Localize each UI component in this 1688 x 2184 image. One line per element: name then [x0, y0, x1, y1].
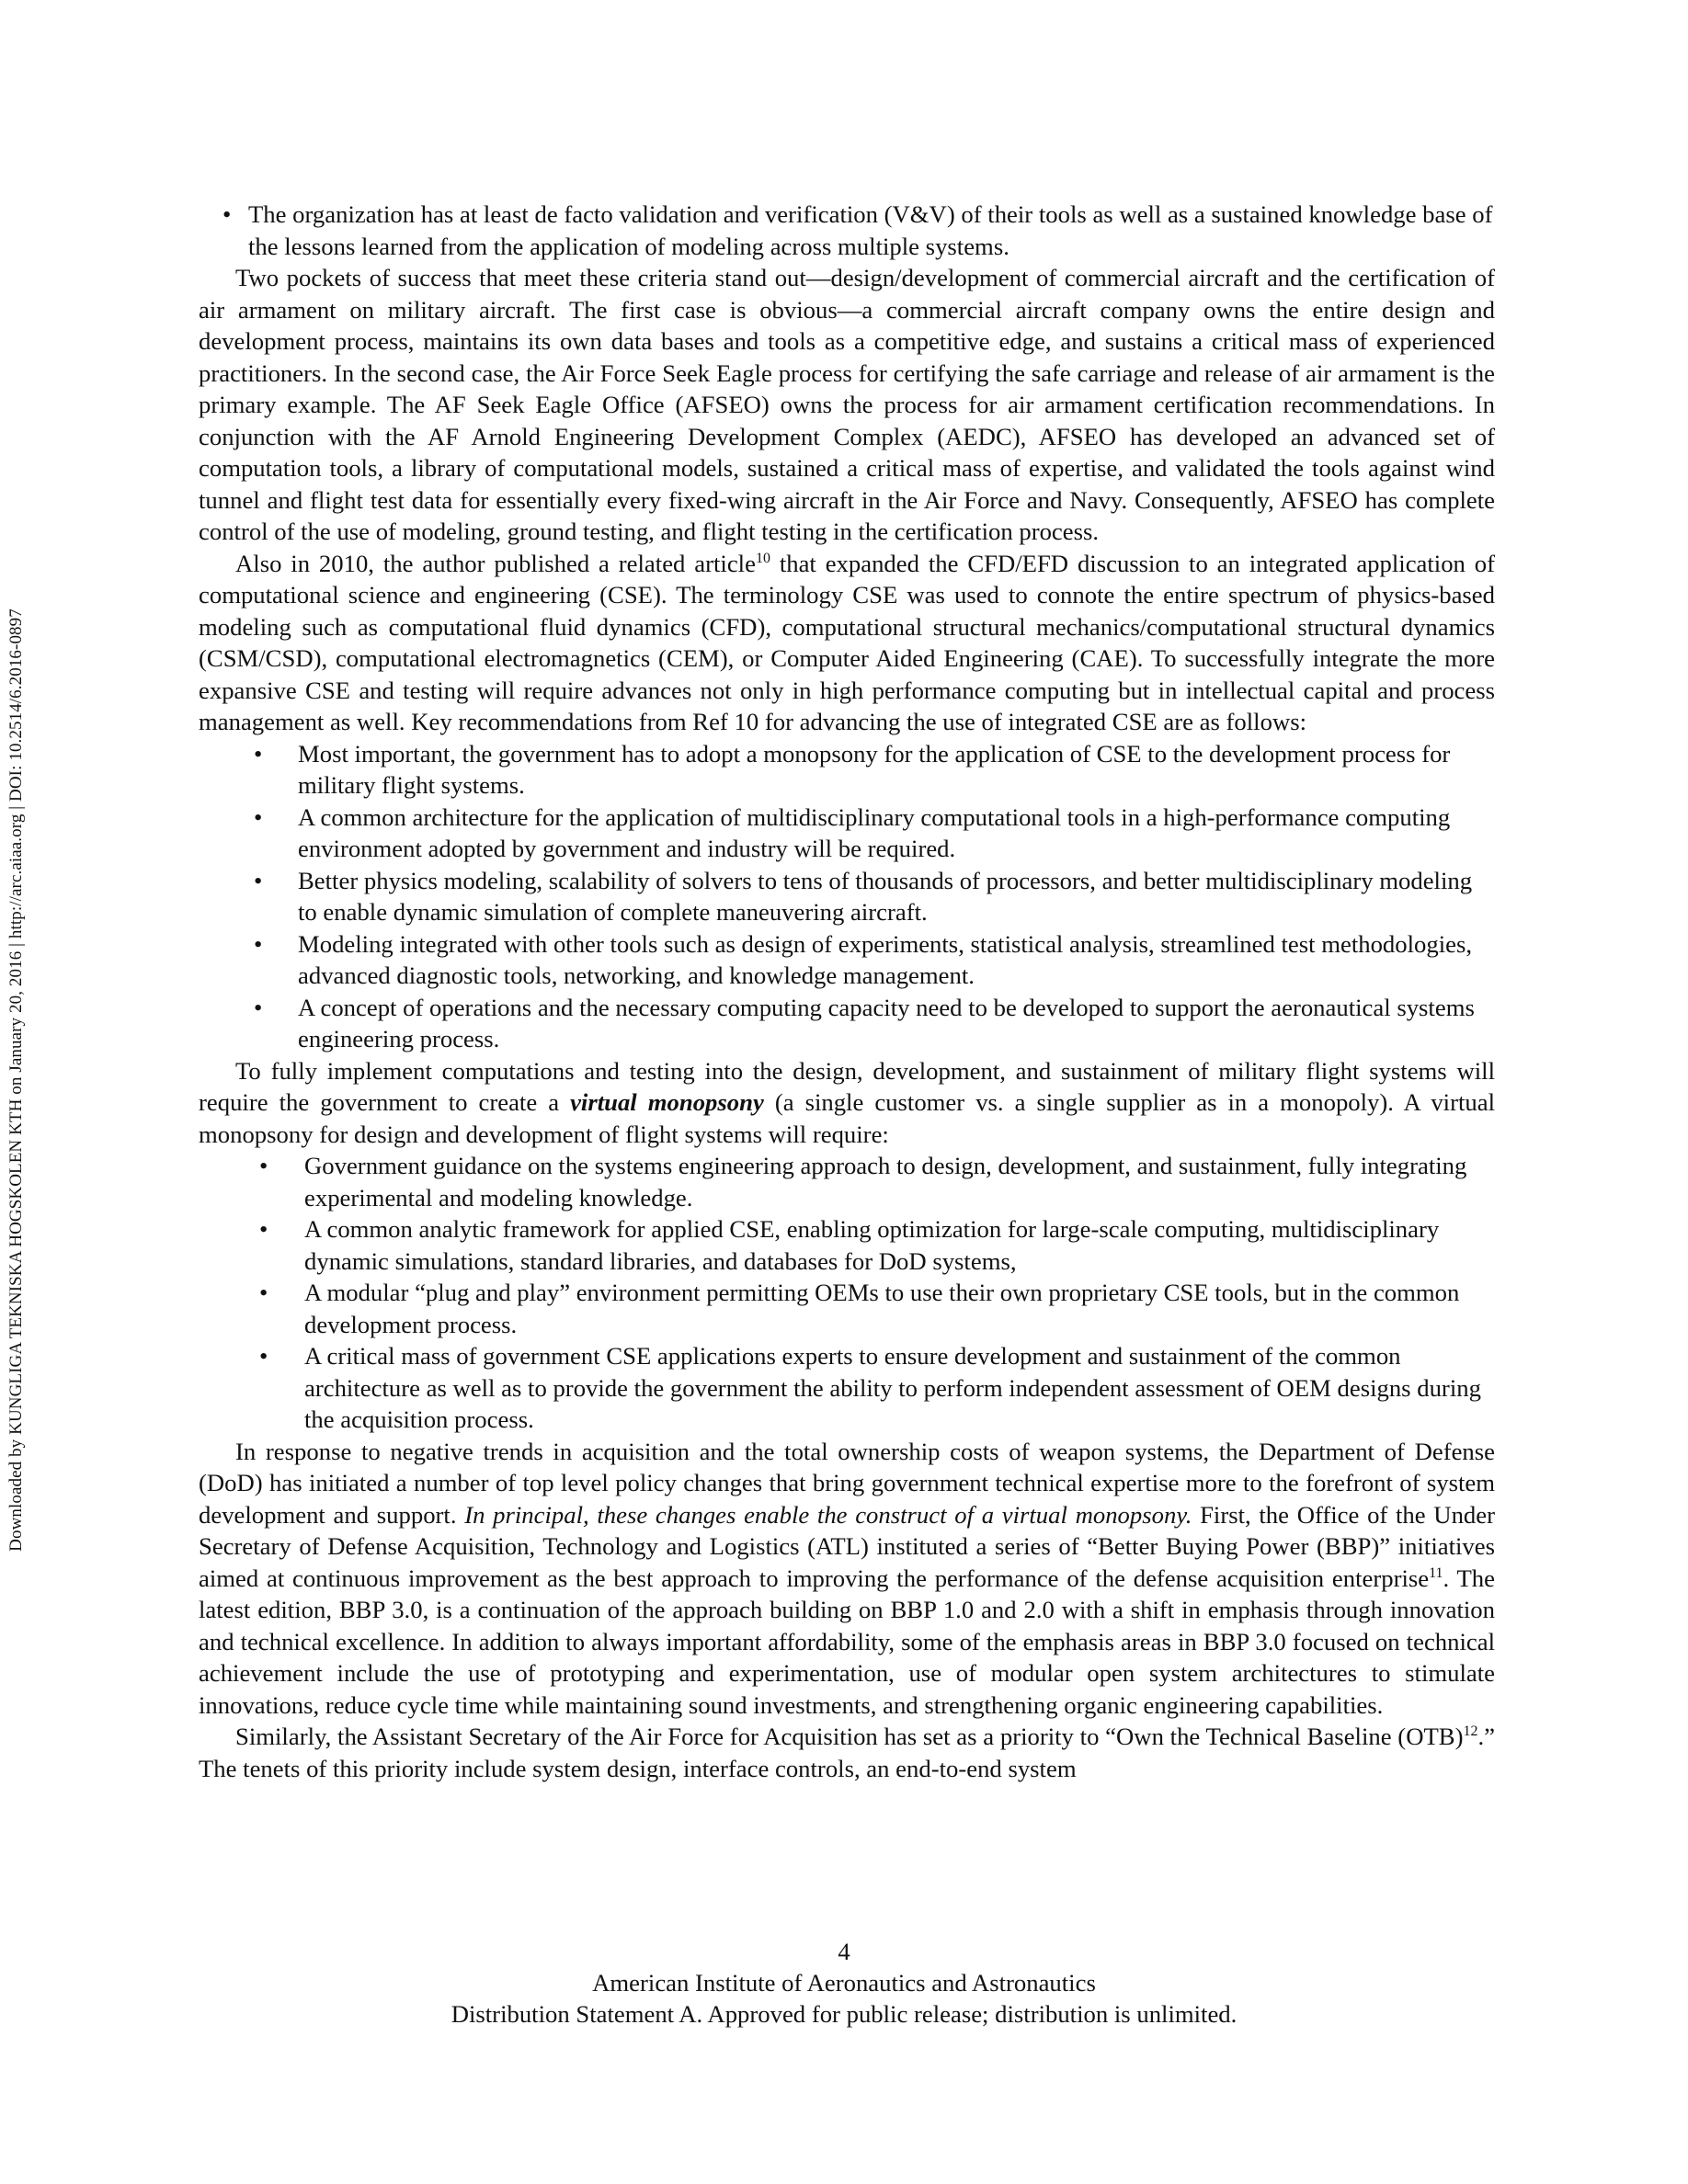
paragraph-otb — [199, 1721, 1495, 1784]
paragraph-virtual-monopsony — [199, 1055, 1495, 1151]
italic-text: In principal, these changes enable the construct of a virtual monopsony. — [464, 1500, 1192, 1529]
text-run: Also in 2010, the author published a related article — [235, 549, 756, 577]
text-run: In response to negative trends in acquisition and the total ownership costs of weapon systems, the Department of Defense (DoD) has initiated a number of top level policy changes that bring government technical expertise more to the forefront of system development and support. — [199, 1437, 1495, 1529]
text-run: To fully implement computations and testing into the design, development, and sustainment of military flight systems will require the government to create a — [199, 1056, 1495, 1116]
list-item: • A critical mass of government CSE applications experts to ensure development and sustainment of the common architecture as well as to provide the government the ability to perform independent assessment of OEM designs during the acquisition process. — [199, 1340, 1495, 1436]
list-item: • A common architecture for the application of multidisciplinary computational tools in a high-performance computing environment adopted by government and industry will be required. — [199, 802, 1495, 865]
criteria-list — [199, 199, 1495, 262]
list-item: • Government guidance on the systems engineering approach to design, development, and sustainment, fully integrating experimental and modeling knowledge. — [199, 1150, 1495, 1213]
reference-superscript: 10 — [755, 550, 770, 566]
download-watermark — [4, 570, 29, 1590]
text-run: .” The tenets of this priority include system design, interface controls, an end-to-end system — [199, 1723, 1495, 1782]
list-item: • Modeling integrated with other tools such as design of experiments, statistical analysis, streamlined test methodologies, advanced diagnostic tools, networking, and knowledge management. — [199, 928, 1495, 992]
paragraph-cse — [199, 548, 1495, 738]
list-item: • Most important, the government has to adopt a monopsony for the application of CSE to the development process for military flight systems. — [199, 738, 1495, 802]
text-run: First, the Office of the Under Secretary of Defense Acquisition, Technology and Logistics (ATL) instituted a series of “Better Buying Power (BBP)” initiatives aimed at continuous improvement as the best approach to improving the performance of the defense acquisition enterprise — [199, 1500, 1496, 1592]
paragraph-dod-policy — [199, 1436, 1495, 1722]
page-number: 4 — [838, 1938, 850, 1965]
emphasis-text: virtual monopsony — [570, 1088, 764, 1116]
list-item: • A modular “plug and play” environment permitting OEMs to use their own proprietary CSE tools, but in the common development process. — [199, 1277, 1495, 1340]
text-run: (a single customer vs. a single supplier as in a monopoly). A virtual monopsony for design and development of flight systems will require: — [199, 1088, 1495, 1148]
recommendations-list — [199, 738, 1495, 1055]
reference-superscript: 12 — [1463, 1723, 1478, 1740]
list-item: • Better physics modeling, scalability of solvers to tens of thousands of processors, and better multidisciplinary modeling to enable dynamic simulation of complete maneuvering aircraft. — [199, 865, 1495, 928]
text-run: . The latest edition, BBP 3.0, is a continuation of the approach building on BBP 1.0 and 2.0 with a shift in emphasis through innovation and technical excellence. In addition to always important affordability, some of the emphasis areas in BBP 3.0 focused on technical achievement include the use of prototyping and experimentation, use of modular open system architectures to stimulate innovations, reduce cycle time while maintaining sound investments, and strengthening organic engineering capabilities. — [199, 1564, 1495, 1719]
footer-distribution: Distribution Statement A. Approved for public release; distribution is unlimited. — [451, 2000, 1237, 2028]
list-item: • The organization has at least de facto validation and verification (V&V) of their tools as well as a sustained knowledge base of the lessons learned from the application of modeling across multiple systems. — [199, 199, 1495, 262]
page-body — [199, 199, 1495, 1784]
paragraph-success-pockets: Two pockets of success that meet these criteria stand out—design/development of commercial aircraft and the certification of air armament on military aircraft. The first case is obvious—a commercial aircraft company owns the entire design and development process, maintains its own data bases and tools as a competitive edge, and sustains a critical mass of experienced practitioners. In the second case, the Air Force Seek Eagle process for certifying the safe carriage and release of air armament is the primary example. The AF Seek Eagle Office (AFSEO) owns the process for air armament certification recommendations. In conjunction with the AF Arnold Engineering Development Complex (AEDC), AFSEO has developed an advanced set of computation tools, a library of computational models, sustained a critical mass of expertise, and validated the tools against wind tunnel and flight test data for essentially every fixed-wing aircraft in the Air Force and Navy. Consequently, AFSEO has complete control of the use of modeling, ground testing, and flight testing in the certification process. — [199, 264, 1495, 545]
list-item: • A common analytic framework for applied CSE, enabling optimization for large-scale computing, multidisciplinary dynamic simulations, standard libraries, and databases for DoD systems, — [199, 1213, 1495, 1277]
footer-organization: American Institute of Aeronautics and Astronautics — [592, 1969, 1096, 1996]
requirements-list — [199, 1150, 1495, 1436]
download-watermark-text: Downloaded by KUNGLIGA TEKNISKA HOGSKOLEN KTH on January 20, 2016 | http://arc.aiaa.org | DOI: 10.2514/6.2016-0897 — [6, 609, 27, 1552]
list-item: • A concept of operations and the necessary computing capacity need to be developed to support the aeronautical systems engineering process. — [199, 992, 1495, 1055]
reference-superscript: 11 — [1429, 1564, 1443, 1581]
text-run: Similarly, the Assistant Secretary of the Air Force for Acquisition has set as a priority to “Own the Technical Baseline (OTB) — [235, 1723, 1464, 1750]
text-run: that expanded the CFD/EFD discussion to an integrated application of computational science and engineering (CSE). The terminology CSE was used to connote the entire spectrum of physics-based modeling such as computational fluid dynamics (CFD), computational structural mechanics/computational structural dynamics (CSM/CSD), computational electromagnetics (CEM), or Computer Aided Engineering (CAE). To successfully integrate the more expansive CSE and testing will require advances not only in high performance computing but in intellectual capital and process management as well. Key recommendations from Ref 10 for advancing the use of integrated CSE are as follows: — [199, 549, 1496, 735]
